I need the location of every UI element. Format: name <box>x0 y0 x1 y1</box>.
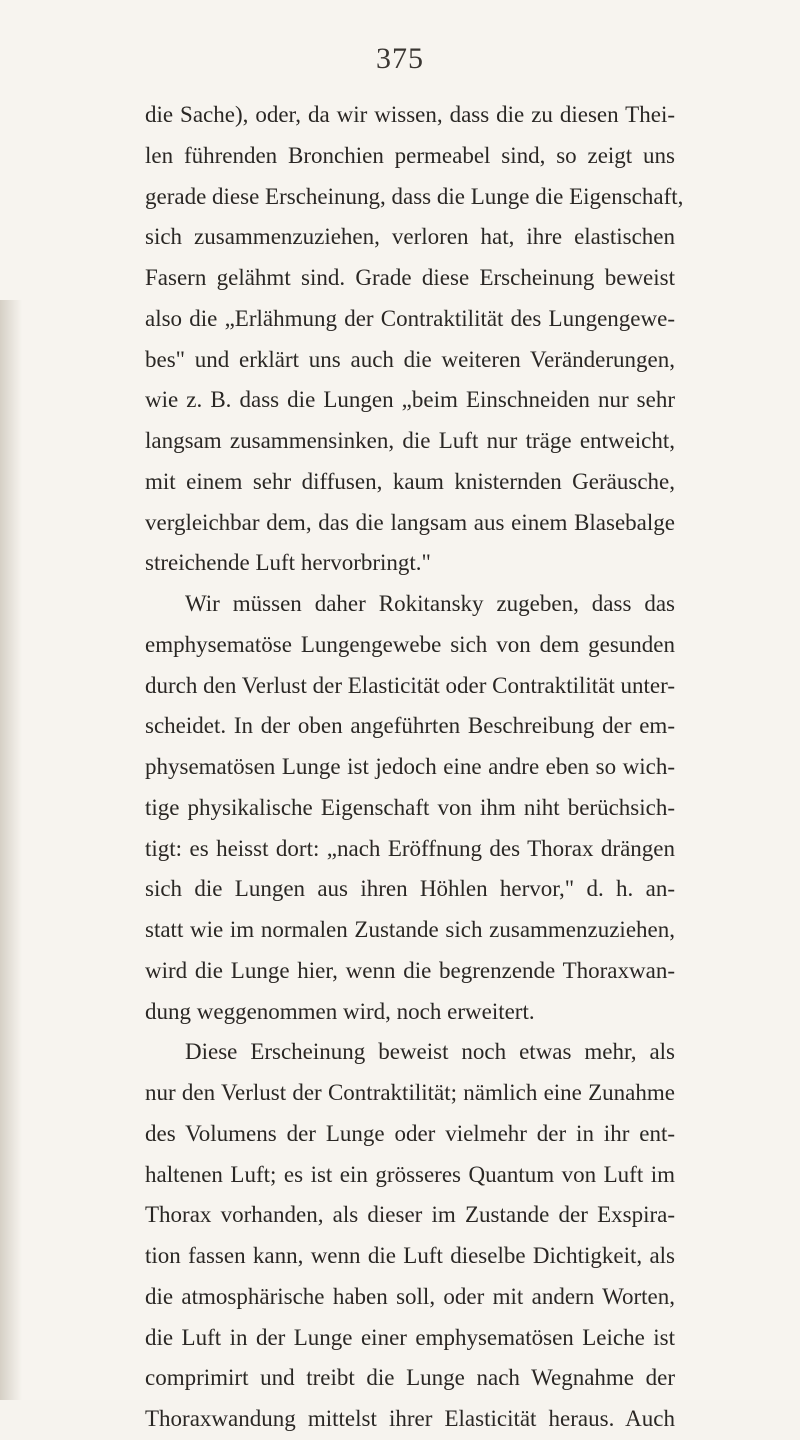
page-number: 375 <box>376 42 424 75</box>
text-line: Fasern gelähmt sind. Grade diese Erscheinung beweist <box>145 265 675 290</box>
text-line: dung weggenommen wird, noch erweitert. <box>145 998 535 1024</box>
text-line: nur den Verlust der Contraktilität; nämlich eine Zunahme <box>145 1080 675 1105</box>
page-edge-shadow <box>0 300 22 1400</box>
text-line: die Sache), oder, da wir wissen, dass die zu diesen Thei- <box>145 102 675 127</box>
text-line: statt wie im normalen Zustande sich zusammenzuziehen, <box>145 917 675 942</box>
text-line: gerade diese Erscheinung, dass die Lunge die Eigenschaft, <box>145 183 684 209</box>
text-line: emphysematöse Lungengewebe sich von dem gesunden <box>145 631 675 657</box>
text-line: durch den Verlust der Elasticität oder Contraktilität unter- <box>145 672 675 698</box>
text-line: mit einem sehr diffusen, kaum knisternden Geräusche, <box>145 468 675 494</box>
text-line: physematösen Lunge ist jedoch eine andre eben so wich- <box>145 754 675 779</box>
text-line: streichende Luft hervorbringt." <box>145 550 431 576</box>
text-line: tigt: es heisst dort: „nach Eröffnung des Thorax drängen <box>145 835 675 861</box>
text-line: die atmosphärische haben soll, oder mit andern Worten, <box>145 1283 675 1309</box>
text-line: Thoraxwandung mittelst ihrer Elasticität heraus. Auch <box>145 1406 675 1431</box>
body-text <box>145 95 684 1440</box>
text-line: vergleichbar dem, das die langsam aus einem Blasebalge <box>145 509 675 535</box>
text-line: sich zusammenzuziehen, verloren hat, ihre elastischen <box>145 224 675 250</box>
text-line: also die „Erlähmung der Contraktilität des Lungengewe- <box>145 305 675 331</box>
text-line: tion fassen kann, wenn die Luft dieselbe Dichtigkeit, als <box>145 1243 675 1268</box>
text-line: len führenden Bronchien permeabel sind, so zeigt uns <box>145 142 675 168</box>
text-line: wird die Lunge hier, wenn die begrenzende Thoraxwan- <box>145 957 675 983</box>
text-line: scheidet. In der oben angeführten Beschreibung der em- <box>145 713 675 739</box>
text-line: des Volumens der Lunge oder vielmehr der in ihr ent- <box>145 1120 675 1146</box>
text-line: tige physikalische Eigenschaft von ihm niht berüchsich- <box>145 794 675 820</box>
text-line: Thorax vorhanden, als dieser im Zustande der Exspira- <box>145 1202 675 1228</box>
text-line: Diese Erscheinung beweist noch etwas mehr, als <box>185 1039 675 1065</box>
text-line: Wir müssen daher Rokitansky zugeben, dass das <box>185 591 675 616</box>
text-line: bes" und erklärt uns auch die weiteren Veränderungen, <box>145 346 675 372</box>
text-line: comprimirt und treibt die Lunge nach Wegnahme der <box>145 1365 675 1391</box>
text-line: haltenen Luft; es ist ein grösseres Quantum von Luft im <box>145 1161 675 1187</box>
text-line: langsam zusammensinken, die Luft nur träge entweicht, <box>145 428 675 453</box>
text-line: wie z. B. dass die Lungen „beim Einschneiden nur sehr <box>145 387 675 413</box>
text-line: sich die Lungen aus ihren Höhlen hervor," d. h. an- <box>145 876 675 902</box>
text-line: die Luft in der Lunge einer emphysematösen Leiche ist <box>145 1324 675 1350</box>
